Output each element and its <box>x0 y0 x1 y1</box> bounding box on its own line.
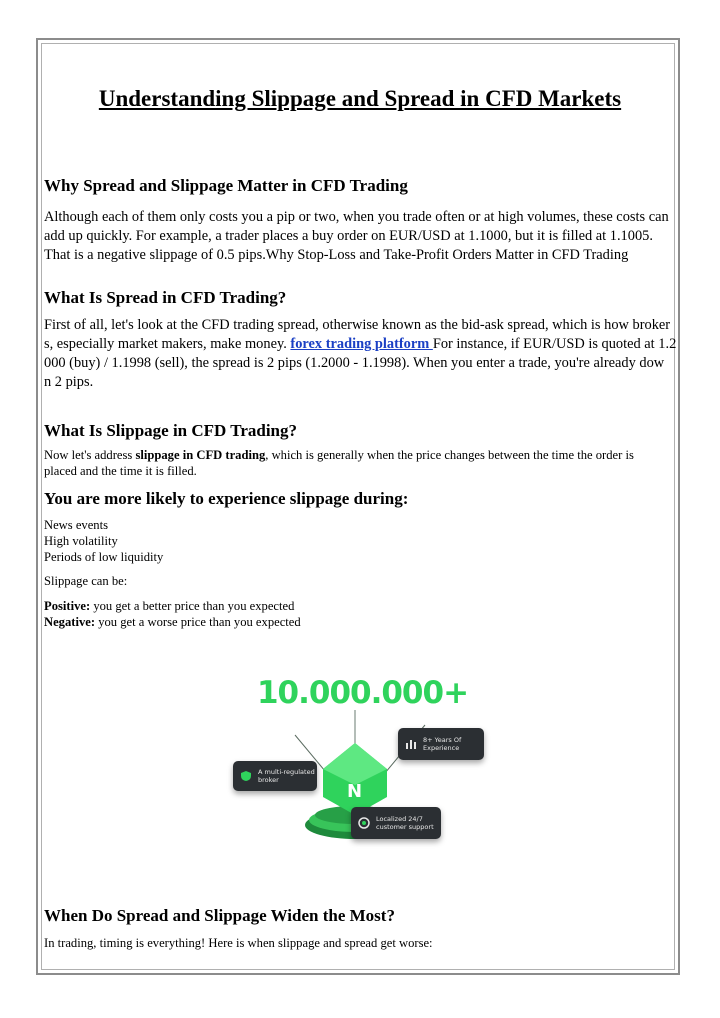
promo-graphic <box>225 675 500 850</box>
spread-line-2 <box>44 335 677 354</box>
slippage-can-be: Slippage can be: <box>44 574 128 588</box>
why-line-3: That is a negative slippage of 0.5 pips.Why Stop-Loss and Take-Profit Orders Matter in CFD Trading <box>44 247 629 263</box>
likely-heading: You are more likely to experience slippage during: <box>44 489 409 508</box>
slippage-line-1 <box>44 447 677 463</box>
card-broker <box>233 761 317 791</box>
spread-line-3: 000 (buy) / 1.1998 (sell), the spread is 2 pips (1.2000 - 1.1998). When you enter a trade, you're already dow <box>44 355 665 371</box>
card-broker-line-2: broker <box>258 776 279 784</box>
shield-icon <box>239 770 252 783</box>
card-support-line-1: Localized 24/7 <box>376 815 423 823</box>
why-heading: Why Spread and Slippage Matter in CFD Trading <box>44 176 408 195</box>
negative-label: Negative: <box>44 615 96 629</box>
positive-label: Positive: <box>44 599 91 613</box>
why-paragraph <box>44 208 677 265</box>
card-years-text <box>423 736 461 752</box>
card-years <box>398 728 484 760</box>
card-support-line-2: customer support <box>376 823 434 831</box>
card-broker-text <box>258 768 315 784</box>
why-line-1: Although each of them only costs you a pip or two, when you trade often or at high volumes, these costs can <box>44 209 669 225</box>
spread-line-1: First of all, let's look at the CFD trading spread, otherwise known as the bid-ask spread, which is how broker <box>44 317 671 333</box>
list-item: Periods of low liquidity <box>44 550 164 564</box>
positive-text: you get a better price than you expected <box>90 599 295 613</box>
negative-text: you get a worse price than you expected <box>95 615 301 629</box>
promo-big-number: 10.000.000+ <box>256 675 469 711</box>
why-line-2: add up quickly. For example, a trader places a buy order on EUR/USD at 1.1000, but it is filled at 1.1005. <box>44 228 653 244</box>
headset-icon <box>357 817 370 830</box>
slippage-line-2: placed and the time it is filled. <box>44 464 197 478</box>
spread-line-2-end: For instance, if EUR/USD is quoted at 1.2 <box>432 336 677 352</box>
list-item: High volatility <box>44 534 118 548</box>
likely-list <box>44 517 677 565</box>
card-support-text <box>376 815 434 831</box>
spread-line-4: n 2 pips. <box>44 374 94 390</box>
spread-heading: What Is Spread in CFD Trading? <box>44 288 287 307</box>
slippage-bold-term: slippage in CFD trading <box>135 448 266 462</box>
logo-mark-icon: N <box>347 781 363 802</box>
page-title: Understanding Slippage and Spread in CFD Markets <box>98 86 622 111</box>
positive-line <box>44 598 677 614</box>
forex-trading-platform-link[interactable]: forex trading platform <box>290 336 433 352</box>
card-support <box>351 807 441 839</box>
slippage-paragraph <box>44 447 677 479</box>
spread-paragraph <box>44 316 677 392</box>
negative-line <box>44 614 677 630</box>
slippage-line-1-start: Now let's address <box>44 448 136 462</box>
widen-heading: When Do Spread and Slippage Widen the Most? <box>44 906 395 925</box>
spread-line-2-start: s, especially market makers, make money. <box>44 336 291 352</box>
card-years-line-2: Experience <box>423 744 460 752</box>
card-years-line-1: 8+ Years Of <box>423 736 462 744</box>
card-broker-line-1: A multi-regulated <box>258 768 315 776</box>
chart-icon <box>404 738 417 751</box>
widen-text: In trading, timing is everything! Here is when slippage and spread get worse: <box>44 936 433 950</box>
slippage-heading: What Is Slippage in CFD Trading? <box>44 421 298 440</box>
slippage-line-1-end: , which is generally when the price changes between the time the order is <box>265 448 634 462</box>
slippage-types <box>44 598 677 630</box>
list-item: News events <box>44 518 109 532</box>
